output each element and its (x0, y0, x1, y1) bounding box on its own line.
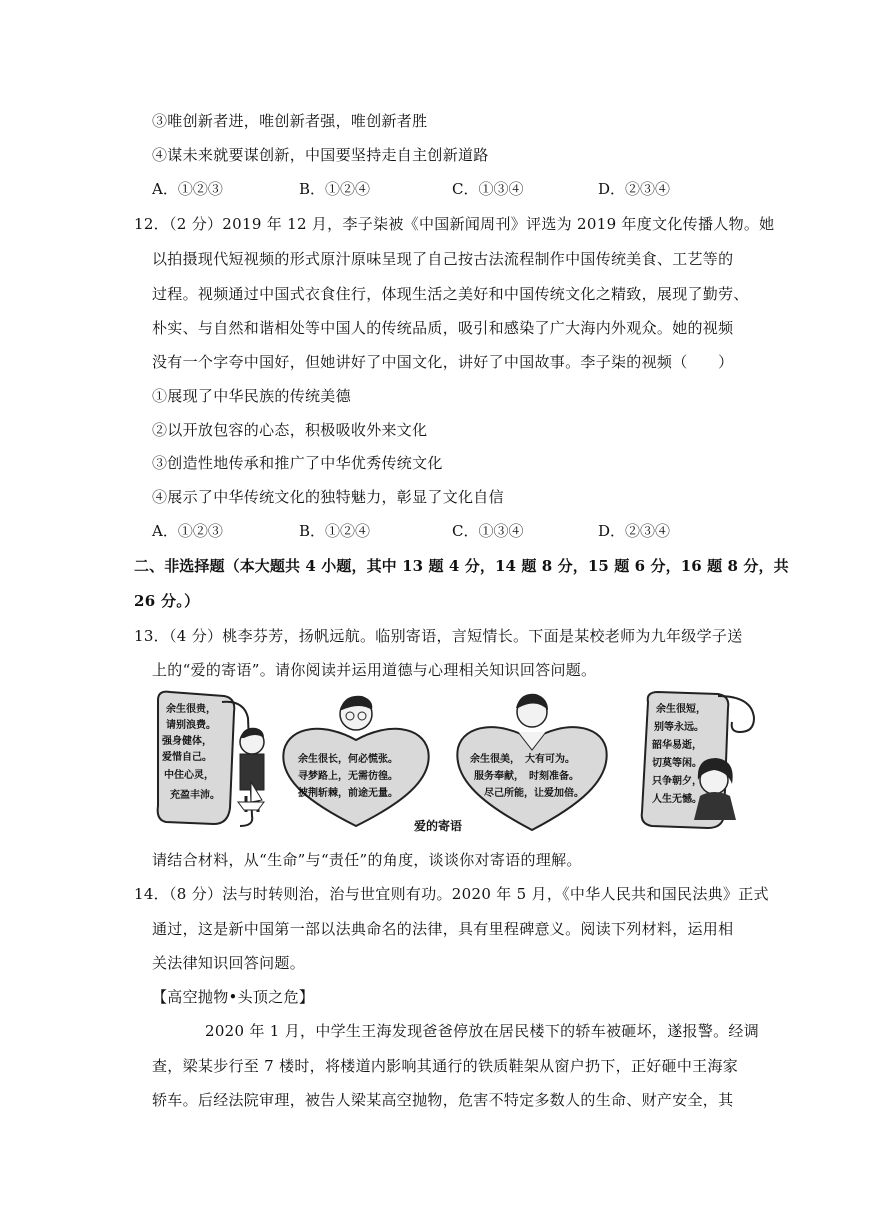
q12-item-1: ①展现了中华民族的传统美德 (152, 387, 351, 405)
q12-option-b[interactable]: B．①②④ (299, 522, 371, 540)
card1-line-6: 充盈丰沛。 (170, 790, 220, 801)
card1-line-4: 爱惜自己。 (162, 752, 212, 763)
q12-option-a[interactable]: A．①②③ (152, 522, 223, 540)
card3-line-3: 尽己所能，让爱加倍。 (484, 788, 584, 799)
q14-material-line-3: 轿车。后经法院审理，被告人梁某高空抛物，危害不特定多数人的生命、财产安全，其 (152, 1091, 734, 1109)
card4-line-1: 余生很短， (656, 704, 706, 715)
q14-material-line-2: 查，梁某步行至 7 楼时，将楼道内影响其通行的铁质鞋架从窗户扔下，正好砸中王海家 (152, 1057, 739, 1075)
q13-question: 请结合材料，从“生命”与“责任”的角度，谈谈你对寄语的理解。 (152, 851, 582, 869)
q12-stem-line-1: 12．（2 分）2019 年 12 月，李子柒被《中国新闻周刊》评选为 2019 年度文化传播人物。她 (134, 215, 775, 233)
q12-item-4: ④展示了中华传统文化的独特魅力，彰显了文化自信 (152, 488, 504, 506)
q14-stem-line-3: 关法律知识回答问题。 (152, 954, 306, 972)
love-messages-illustration (152, 688, 758, 834)
love-messages-figure (152, 688, 758, 834)
q13-stem-line-2: 上的“爱的寄语”。请你阅读并运用道德与心理相关知识回答问题。 (152, 661, 597, 679)
q11-option-a[interactable]: A．①②③ (152, 180, 223, 198)
q14-stem-line-1: 14．（8 分）法与时转则治，治与世宜则有功。2020 年 5 月，《中华人民共和国民法典》正式 (134, 885, 769, 903)
q11-item-4: ④谋未来就要谋创新，中国要坚持走自主创新道路 (152, 146, 489, 164)
q12-stem-line-2: 以拍摄现代短视频的形式原汁原味呈现了自己按古法流程制作中国传统美食、工艺等的 (152, 250, 734, 268)
q12-stem-line-3: 过程。视频通过中国式衣食住行，体现生活之美好和中国传统文化之精致，展现了勤劳、 (152, 285, 749, 303)
card3-line-1: 余生很美， 大有可为。 (470, 754, 575, 765)
q12-option-c[interactable]: C．①③④ (452, 522, 524, 540)
card1-line-2: 请别浪费。 (166, 720, 216, 731)
q12-stem-line-4: 朴实、与自然和谐相处等中国人的传统品质，吸引和感染了广大海内外观众。她的视频 (152, 319, 734, 337)
card4-line-5: 只争朝夕， (652, 776, 702, 787)
teacher-figure-2 (340, 696, 372, 730)
card4-line-6: 人生无憾。 (652, 794, 702, 805)
card3-line-2: 服务奉献， 时刻准备。 (474, 771, 579, 782)
card2-line-1: 余生很长，何必慌张。 (298, 754, 398, 765)
q12-item-2: ②以开放包容的心态，积极吸收外来文化 (152, 421, 428, 439)
section-2-heading-line-2: 26 分。） (134, 592, 200, 610)
q12-option-d[interactable]: D．②③④ (598, 522, 671, 540)
q14-stem-line-2: 通过，这是新中国第一部以法典命名的法律，具有里程碑意义。阅读下列材料，运用相 (152, 920, 734, 938)
q14-material-title: 【高空抛物•头顶之危】 (152, 988, 315, 1006)
q11-option-b[interactable]: B．①②④ (299, 180, 371, 198)
card4-line-3: 韶华易逝， (652, 740, 702, 751)
q12-item-3: ③创造性地传承和推广了中华优秀传统文化 (152, 454, 443, 472)
card2-line-2: 寻梦路上，无需彷徨。 (298, 771, 398, 782)
section-2-heading-line-1: 二、非选择题（本大题共 4 小题，其中 13 题 4 分，14 题 8 分，15 题 6 分，16 题 8 分，共 (134, 557, 789, 575)
card4-line-4: 切莫等闲。 (652, 758, 702, 769)
q11-option-c[interactable]: C．①③④ (452, 180, 524, 198)
q11-item-3: ③唯创新者进，唯创新者强，唯创新者胜 (152, 112, 428, 130)
card1-line-3: 强身健体， (162, 736, 212, 747)
card1-line-1: 余生很贵， (166, 704, 216, 715)
card1-line-5: 中住心灵， (164, 770, 214, 781)
q11-option-d[interactable]: D．②③④ (598, 180, 671, 198)
card4-line-2: 别等永远。 (654, 722, 704, 733)
figure-caption: 爱的寄语 (414, 819, 463, 833)
q14-material-line-1: 2020 年 1 月，中学生王海发现爸爸停放在居民楼下的轿车被砸坏，遂报警。经调 (205, 1022, 760, 1040)
q13-stem-line-1: 13．（4 分）桃李芬芳，扬帆远航。临别寄语，言短情长。下面是某校老师为九年级学子送 (134, 627, 743, 645)
q12-stem-line-5: 没有一个字夸中国好，但她讲好了中国文化，讲好了中国故事。李子柒的视频（ ） (152, 353, 734, 371)
card2-line-3: 披荆斩棘，前途无量。 (298, 788, 398, 799)
